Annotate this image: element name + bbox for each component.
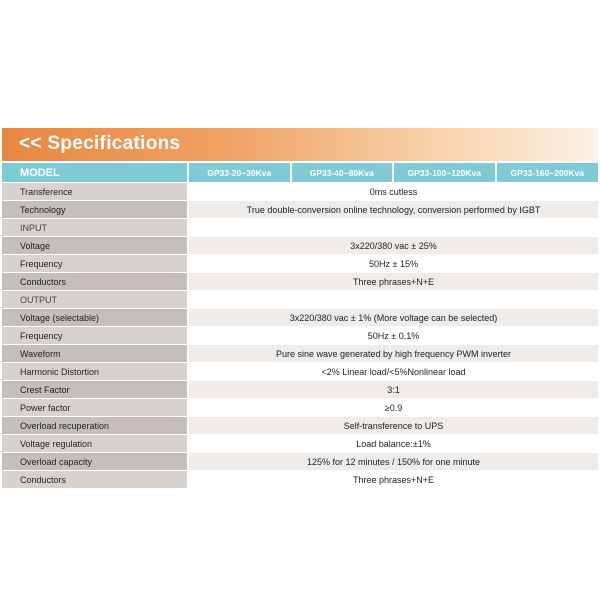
specifications-banner <box>2 128 598 161</box>
row-value: 0ms cutless <box>188 183 598 201</box>
row-label: Voltage regulation <box>2 435 188 453</box>
spec-table <box>2 163 598 488</box>
row-value <box>188 219 598 237</box>
section-label: OUTPUT <box>2 291 188 309</box>
table-row <box>2 255 598 273</box>
table-row <box>2 471 598 489</box>
table-row <box>2 435 598 453</box>
row-value: 3x220/380 vac ± 25% <box>188 237 598 255</box>
row-label: Conductors <box>2 273 188 291</box>
table-row <box>2 399 598 417</box>
header-model-3: GP33-100~120Kva <box>393 163 496 183</box>
row-value: 3:1 <box>188 381 598 399</box>
row-value: ≥0.9 <box>188 399 598 417</box>
row-value: Three phrases+N+E <box>188 273 598 291</box>
header-model-2: GP33-40~80Kva <box>291 163 394 183</box>
row-value: 50Hz ± 15% <box>188 255 598 273</box>
row-label: Overload capacity <box>2 453 188 471</box>
banner-title: << Specifications <box>19 133 181 154</box>
table-row <box>2 381 598 399</box>
row-label: Power factor <box>2 399 188 417</box>
table-header-row <box>2 163 598 183</box>
table-row <box>2 363 598 381</box>
row-label: Voltage (selectable) <box>2 309 188 327</box>
row-label: Crest Factor <box>2 381 188 399</box>
row-value: 125% for 12 minutes / 150% for one minute <box>188 453 598 471</box>
table-row <box>2 237 598 255</box>
row-label: Frequency <box>2 327 188 345</box>
row-label: Overload recuperation <box>2 417 188 435</box>
table-row <box>2 183 598 201</box>
section-label: INPUT <box>2 219 188 237</box>
row-label: Conductors <box>2 471 188 489</box>
section-row-output <box>2 291 598 309</box>
row-label: Voltage <box>2 237 188 255</box>
row-value: True double-conversion online technology, conversion performed by IGBT <box>188 201 598 219</box>
row-value: 50Hz ± 0.1% <box>188 327 598 345</box>
row-label: Transference <box>2 183 188 201</box>
row-value: Load balance:±1% <box>188 435 598 453</box>
table-row <box>2 453 598 471</box>
row-label: Technology <box>2 201 188 219</box>
header-model-1: GP33-20~30Kva <box>188 163 291 183</box>
row-value: Self-transference to UPS <box>188 417 598 435</box>
table-row <box>2 273 598 291</box>
row-label: Frequency <box>2 255 188 273</box>
table-row <box>2 327 598 345</box>
row-value: Three phrases+N+E <box>188 471 598 489</box>
table-row <box>2 201 598 219</box>
table-row <box>2 345 598 363</box>
row-label: Harmonic Distortion <box>2 363 188 381</box>
row-value: 3x220/380 vac ± 1% (More voltage can be selected) <box>188 309 598 327</box>
row-value: Pure sine wave generated by high frequency PWM inverter <box>188 345 598 363</box>
row-label: Waveform <box>2 345 188 363</box>
row-value <box>188 291 598 309</box>
table-row <box>2 417 598 435</box>
section-row-input <box>2 219 598 237</box>
row-value: <2% Linear load/<5%Nonlinear load <box>188 363 598 381</box>
table-row <box>2 309 598 327</box>
header-model-label: MODEL <box>2 163 188 183</box>
header-model-4: GP33-160~200Kva <box>496 163 599 183</box>
